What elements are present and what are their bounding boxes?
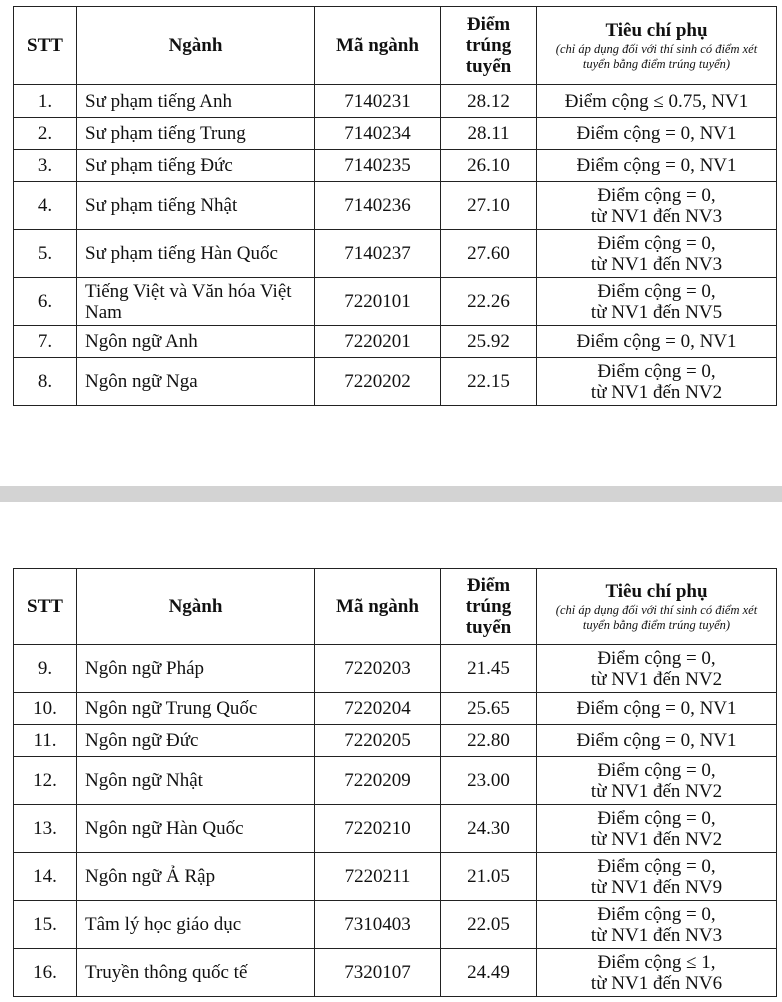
table-row	[14, 853, 777, 901]
cell-nganh: Ngôn ngữ Hàn Quốc	[77, 805, 315, 853]
cell-stt: 14.	[14, 853, 77, 901]
cell-nganh: Ngôn ngữ Ả Rập	[77, 853, 315, 901]
header-ma-nganh: Mã ngành	[315, 7, 441, 85]
table-row	[14, 757, 777, 805]
cell-nganh: Tâm lý học giáo dục	[77, 901, 315, 949]
cell-diem: 22.05	[441, 901, 537, 949]
cell-tieu-chi: Điểm cộng ≤ 0.75, NV1	[537, 85, 777, 118]
admission-table-2	[13, 568, 777, 997]
cell-ma-nganh: 7140234	[315, 118, 441, 150]
admission-table-1	[13, 6, 777, 406]
cell-nganh: Ngôn ngữ Nhật	[77, 757, 315, 805]
cell-nganh: Truyền thông quốc tế	[77, 949, 315, 997]
table-row	[14, 949, 777, 997]
table-row	[14, 358, 777, 406]
table-row	[14, 645, 777, 693]
cell-stt: 6.	[14, 278, 77, 326]
table-row	[14, 182, 777, 230]
header-tieu-chi-note: (chỉ áp dụng đối với thí sinh có điểm xét tuyển bằng điểm trúng tuyển)	[555, 41, 758, 71]
cell-tieu-chi: Điểm cộng = 0, từ NV1 đến NV2	[537, 805, 777, 853]
cell-ma-nganh: 7220203	[315, 645, 441, 693]
cell-stt: 5.	[14, 230, 77, 278]
cell-stt: 15.	[14, 901, 77, 949]
header-diem: Điểm trúng tuyển	[441, 569, 537, 645]
table-header-row	[14, 569, 777, 645]
cell-diem: 21.45	[441, 645, 537, 693]
cell-tieu-chi: Điểm cộng = 0, NV1	[537, 725, 777, 757]
cell-tieu-chi: Điểm cộng = 0, từ NV1 đến NV3	[537, 182, 777, 230]
table-row	[14, 693, 777, 725]
cell-diem: 25.92	[441, 326, 537, 358]
table-row	[14, 326, 777, 358]
cell-ma-nganh: 7220209	[315, 757, 441, 805]
header-tieu-chi	[537, 7, 777, 85]
header-tieu-chi-title: Tiêu chí phụ	[605, 19, 708, 41]
table-1-body	[14, 85, 777, 406]
cell-tieu-chi: Điểm cộng = 0, từ NV1 đến NV3	[537, 230, 777, 278]
table-row	[14, 725, 777, 757]
cell-stt: 11.	[14, 725, 77, 757]
cell-diem: 25.65	[441, 693, 537, 725]
cell-diem: 28.11	[441, 118, 537, 150]
cell-tieu-chi: Điểm cộng ≤ 1, từ NV1 đến NV6	[537, 949, 777, 997]
cell-tieu-chi: Điểm cộng = 0, từ NV1 đến NV2	[537, 757, 777, 805]
cell-nganh: Ngôn ngữ Đức	[77, 725, 315, 757]
cell-stt: 3.	[14, 150, 77, 182]
table-header-row	[14, 7, 777, 85]
header-tieu-chi	[537, 569, 777, 645]
cell-nganh: Ngôn ngữ Pháp	[77, 645, 315, 693]
cell-stt: 13.	[14, 805, 77, 853]
header-tieu-chi-title: Tiêu chí phụ	[605, 580, 708, 602]
cell-ma-nganh: 7220205	[315, 725, 441, 757]
cell-nganh: Sư phạm tiếng Anh	[77, 85, 315, 118]
cell-ma-nganh: 7220101	[315, 278, 441, 326]
cell-tieu-chi: Điểm cộng = 0, NV1	[537, 150, 777, 182]
table-row	[14, 85, 777, 118]
cell-tieu-chi: Điểm cộng = 0, NV1	[537, 693, 777, 725]
cell-nganh: Sư phạm tiếng Trung	[77, 118, 315, 150]
cell-diem: 22.26	[441, 278, 537, 326]
cell-ma-nganh: 7220211	[315, 853, 441, 901]
header-nganh: Ngành	[77, 7, 315, 85]
cell-ma-nganh: 7320107	[315, 949, 441, 997]
table-row	[14, 805, 777, 853]
cell-ma-nganh: 7140231	[315, 85, 441, 118]
cell-stt: 9.	[14, 645, 77, 693]
cell-nganh: Ngôn ngữ Anh	[77, 326, 315, 358]
cell-ma-nganh: 7140236	[315, 182, 441, 230]
cell-stt: 4.	[14, 182, 77, 230]
cell-tieu-chi: Điểm cộng = 0, từ NV1 đến NV9	[537, 853, 777, 901]
cell-tieu-chi: Điểm cộng = 0, từ NV1 đến NV2	[537, 358, 777, 406]
cell-nganh: Sư phạm tiếng Hàn Quốc	[77, 230, 315, 278]
cell-nganh: Sư phạm tiếng Đức	[77, 150, 315, 182]
header-nganh: Ngành	[77, 569, 315, 645]
table-row	[14, 901, 777, 949]
cell-ma-nganh: 7140235	[315, 150, 441, 182]
cell-stt: 16.	[14, 949, 77, 997]
cell-tieu-chi: Điểm cộng = 0, từ NV1 đến NV5	[537, 278, 777, 326]
table-row	[14, 230, 777, 278]
cell-stt: 7.	[14, 326, 77, 358]
cell-stt: 1.	[14, 85, 77, 118]
cell-tieu-chi: Điểm cộng = 0, NV1	[537, 118, 777, 150]
table-row	[14, 278, 777, 326]
cell-diem: 23.00	[441, 757, 537, 805]
cell-ma-nganh: 7220204	[315, 693, 441, 725]
header-ma-nganh: Mã ngành	[315, 569, 441, 645]
cell-diem: 27.60	[441, 230, 537, 278]
cell-diem: 22.15	[441, 358, 537, 406]
cell-stt: 8.	[14, 358, 77, 406]
cell-ma-nganh: 7220202	[315, 358, 441, 406]
cell-stt: 2.	[14, 118, 77, 150]
table-row	[14, 118, 777, 150]
cell-stt: 12.	[14, 757, 77, 805]
cell-tieu-chi: Điểm cộng = 0, từ NV1 đến NV2	[537, 645, 777, 693]
cell-ma-nganh: 7310403	[315, 901, 441, 949]
cell-nganh: Ngôn ngữ Nga	[77, 358, 315, 406]
header-tieu-chi-note: (chỉ áp dụng đối với thí sinh có điểm xét tuyển bằng điểm trúng tuyển)	[555, 602, 758, 632]
table-row	[14, 150, 777, 182]
cell-tieu-chi: Điểm cộng = 0, từ NV1 đến NV3	[537, 901, 777, 949]
cell-nganh: Sư phạm tiếng Nhật	[77, 182, 315, 230]
cell-nganh: Ngôn ngữ Trung Quốc	[77, 693, 315, 725]
header-stt: STT	[14, 7, 77, 85]
cell-nganh: Tiếng Việt và Văn hóa Việt Nam	[77, 278, 315, 326]
cell-stt: 10.	[14, 693, 77, 725]
cell-diem: 24.49	[441, 949, 537, 997]
cell-ma-nganh: 7220201	[315, 326, 441, 358]
cell-tieu-chi: Điểm cộng = 0, NV1	[537, 326, 777, 358]
cell-diem: 26.10	[441, 150, 537, 182]
cell-ma-nganh: 7220210	[315, 805, 441, 853]
cell-diem: 22.80	[441, 725, 537, 757]
cell-diem: 27.10	[441, 182, 537, 230]
table-2-body	[14, 645, 777, 997]
section-divider	[0, 486, 782, 502]
header-diem: Điểm trúng tuyển	[441, 7, 537, 85]
cell-diem: 28.12	[441, 85, 537, 118]
cell-diem: 21.05	[441, 853, 537, 901]
header-stt: STT	[14, 569, 77, 645]
cell-ma-nganh: 7140237	[315, 230, 441, 278]
cell-diem: 24.30	[441, 805, 537, 853]
